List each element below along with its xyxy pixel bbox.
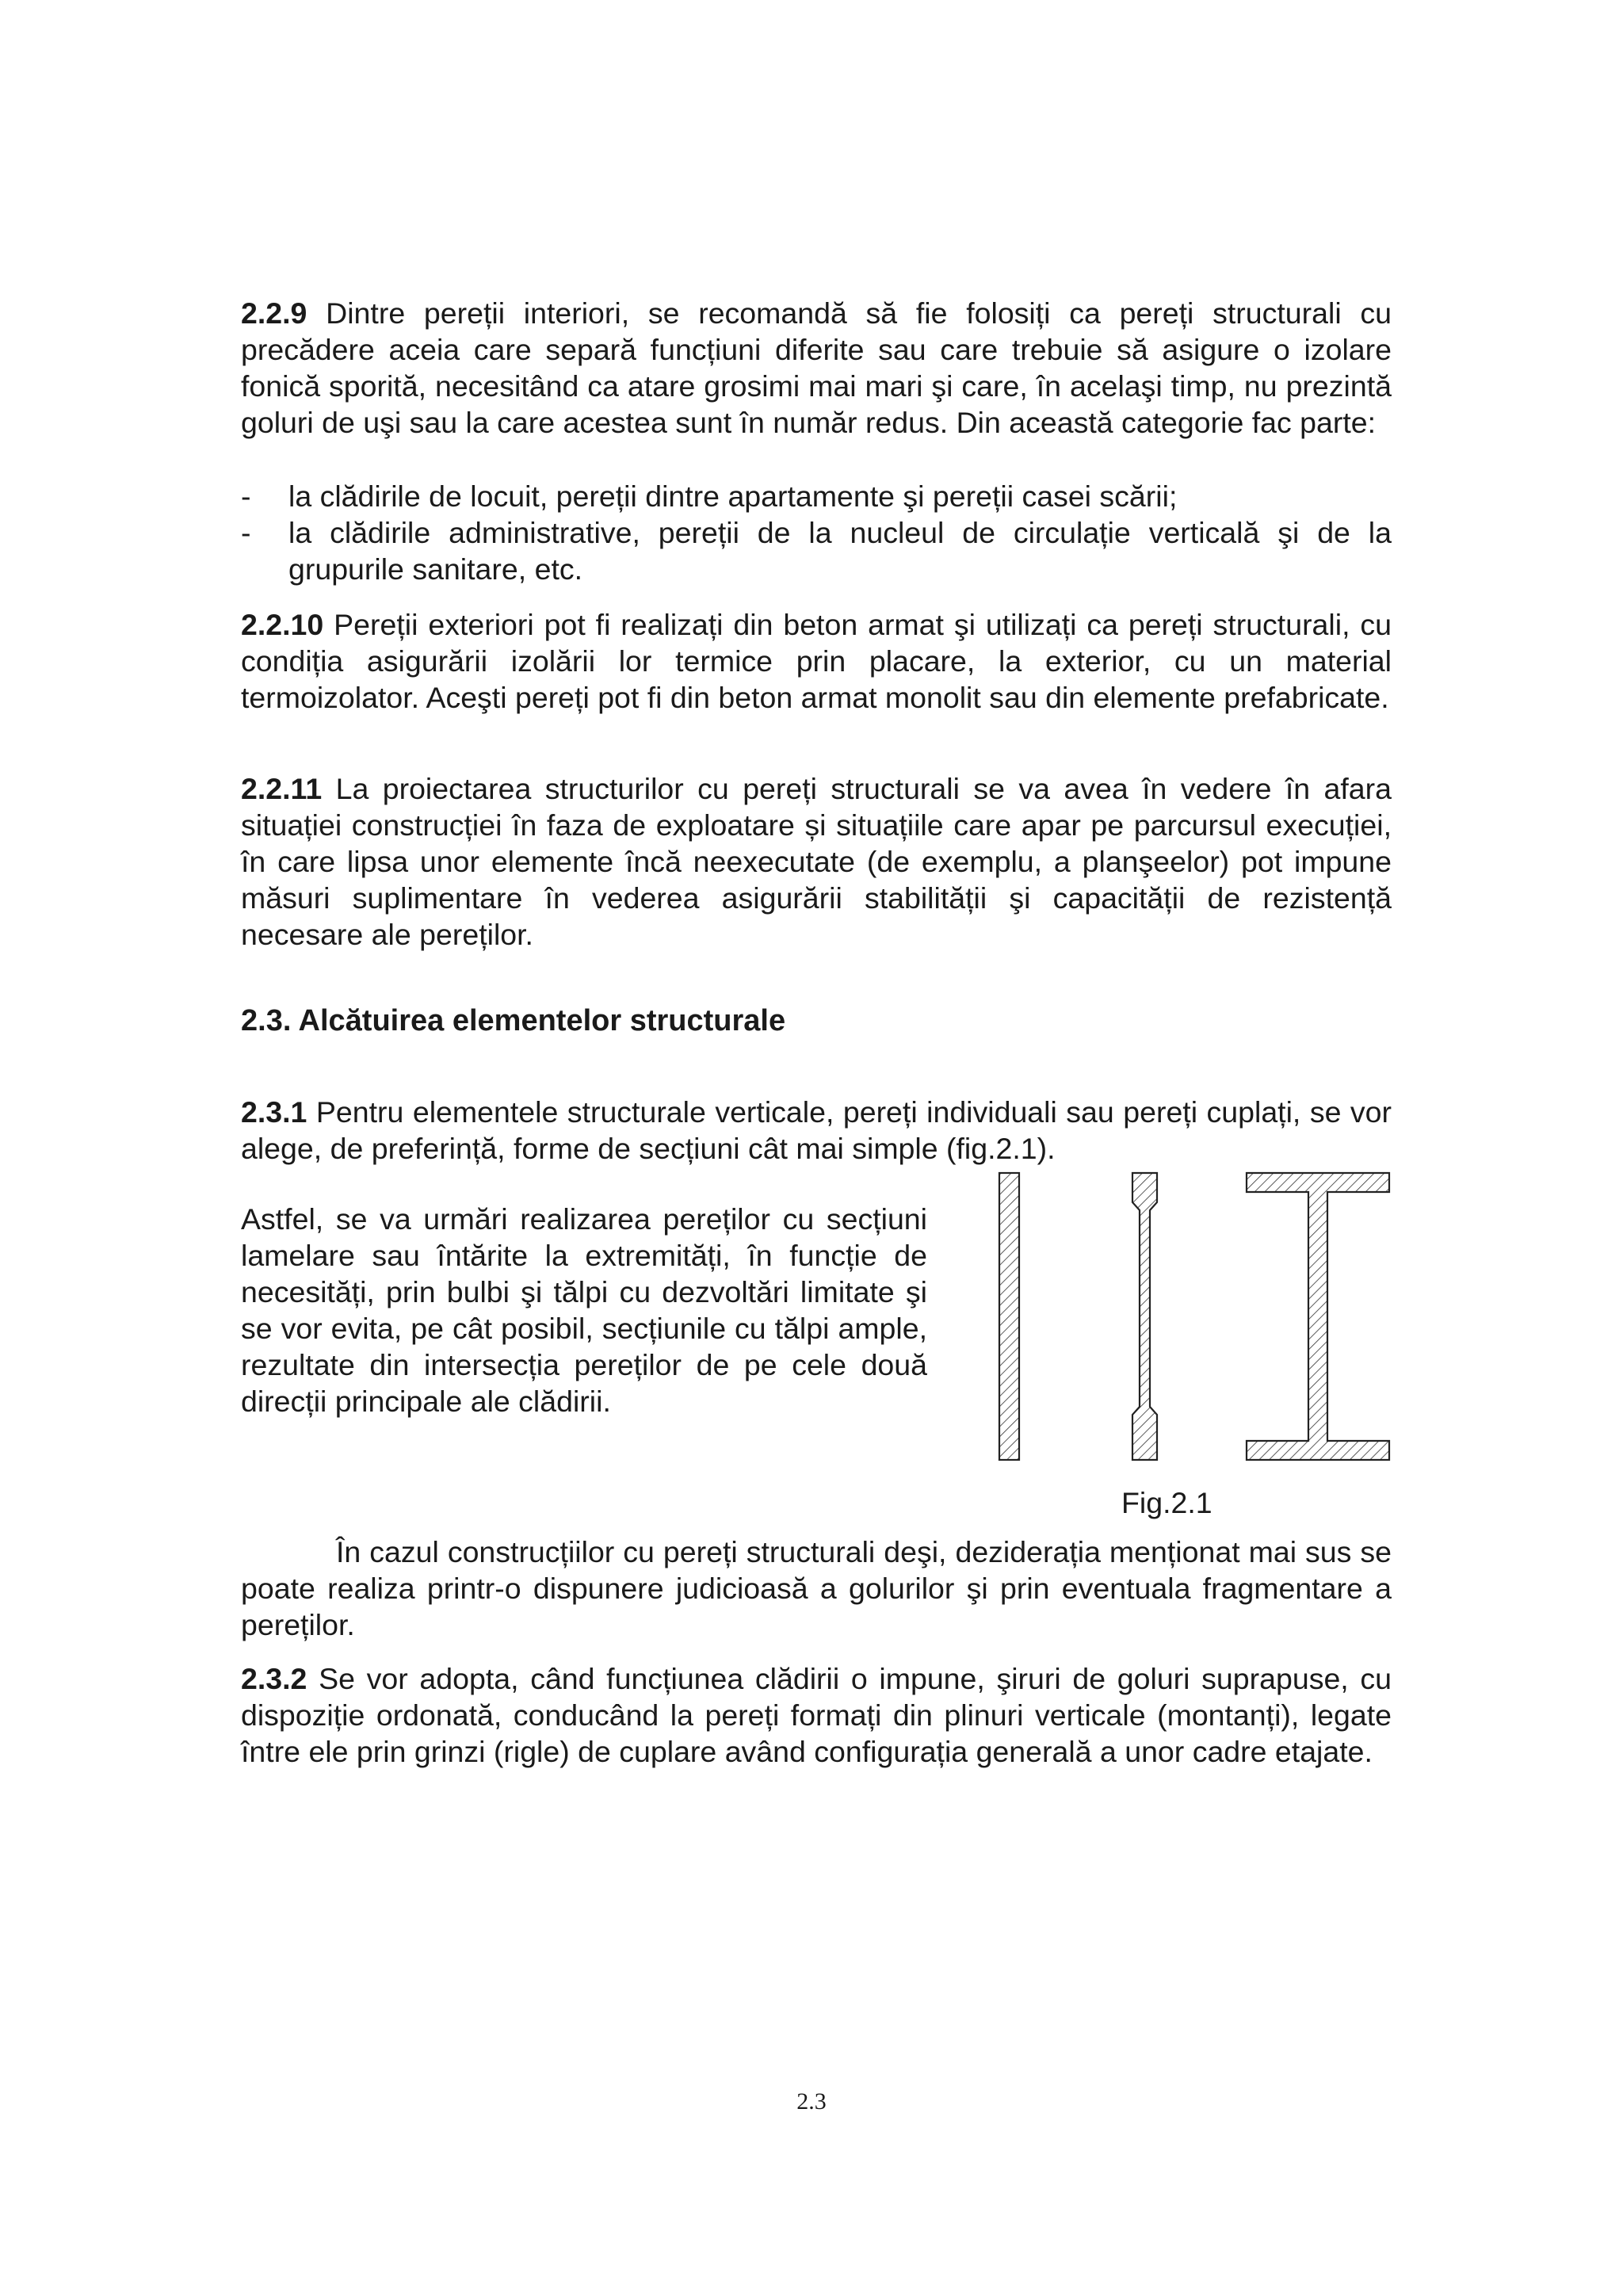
paragraph-text: Dintre pereții interiori, se recomandă să fie folosiți ca pereți structurali cu precădere aceia care separă funcțiuni diferite sau care trebuie să asigure o izolare fonică sporită, necesitând ca atare grosimi mai mari şi care, în acelaşi timp, nu prezintă goluri de uşi sau la care acestea sunt în număr redus. Din această categorie fac parte: [241,296,1392,439]
paragraph-2-3-2 [241,1660,1392,1770]
paragraph-text: Se vor adopta, când funcțiunea clădirii o impune, şiruri de goluri suprapuse, cu dispoziție ordonată, conducând la pereți formați din plinuri verticale (montanți), legate între ele prin grinzi (rigle) de cuplare având configurația generală a unor cadre etajate. [241,1662,1392,1768]
page-number: 2.3 [796,2088,827,2115]
paragraph-2-3-1 [241,1094,1392,1167]
figure-caption: Fig.2.1 [1121,1486,1212,1519]
list-dash: - [241,479,251,513]
flanged-section-shape [1247,1173,1389,1460]
section-heading: 2.3. Alcătuirea elementelor structurale [241,1004,786,1037]
lamellar-section-shape [999,1173,1019,1460]
list-dash: - [241,516,251,549]
list-item-text: la clădirile de locuit, pereții dintre apartamente şi pereții casei scării; [288,479,1178,513]
section-number: 2.3.2 [241,1662,307,1695]
section-number: 2.3.1 [241,1095,307,1129]
paragraph-text: Pentru elementele structurale verticale, pereți individuali sau pereți cuplați, se vor alege, de preferință, forme de secțiuni cât mai simple (fig.2.1). [241,1095,1392,1165]
paragraph-2-2-9 [241,295,1392,441]
paragraph-astfel: Astfel, se va urmări realizarea pereților cu secțiuni lamelare sau întărite la extremități, în funcție de necesități, prin bulbi şi tălpi cu dezvoltări limitate şi se vor evita, pe cât posibil, secțiunile cu tălpi ample, rezultate din intersecția pereților de pe cele două direcții principale ale clădirii. [241,1202,927,1418]
bulb-section-shape [1132,1173,1157,1460]
list-item-text: la clădirile administrative, pereții de la nucleul de circulație verticală şi de la grupurile sanitare, etc. [288,516,1392,586]
paragraph-text: Pereții exteriori pot fi realizați din beton armat şi utilizați ca pereți structurali, cu condiția asigurării izolării lor termice prin placare, la exterior, cu un material termoizolator. Aceşti pereți pot fi din beton armat monolit sau din elemente prefabricate. [241,608,1392,714]
paragraph-2-2-10 [241,606,1392,716]
wall-sections-figure [995,1169,1400,1470]
paragraph-text: La proiectarea structurilor cu pereți structurali se va avea în vedere în afara situației construcției în faza de exploatare și situațiile care apar pe parcursul execuției, în care lipsa unor elemente încă neexecutate (de exemplu, a planşeelor) pot impune măsuri suplimentare în vederea asigurării stabilității şi capacității de rezistență necesare ale pereților. [241,772,1392,951]
paragraph-in-cazul: În cazul construcțiilor cu pereți structurali deşi, deziderația menționat mai sus se poate realiza printr-o dispunere judicioasă a golurilor şi prin eventuala fragmentare a pereților. [241,1535,1392,1641]
section-number: 2.2.10 [241,608,324,641]
paragraph-2-2-11 [241,770,1392,953]
section-number: 2.2.9 [241,296,307,330]
section-number: 2.2.11 [241,772,323,805]
